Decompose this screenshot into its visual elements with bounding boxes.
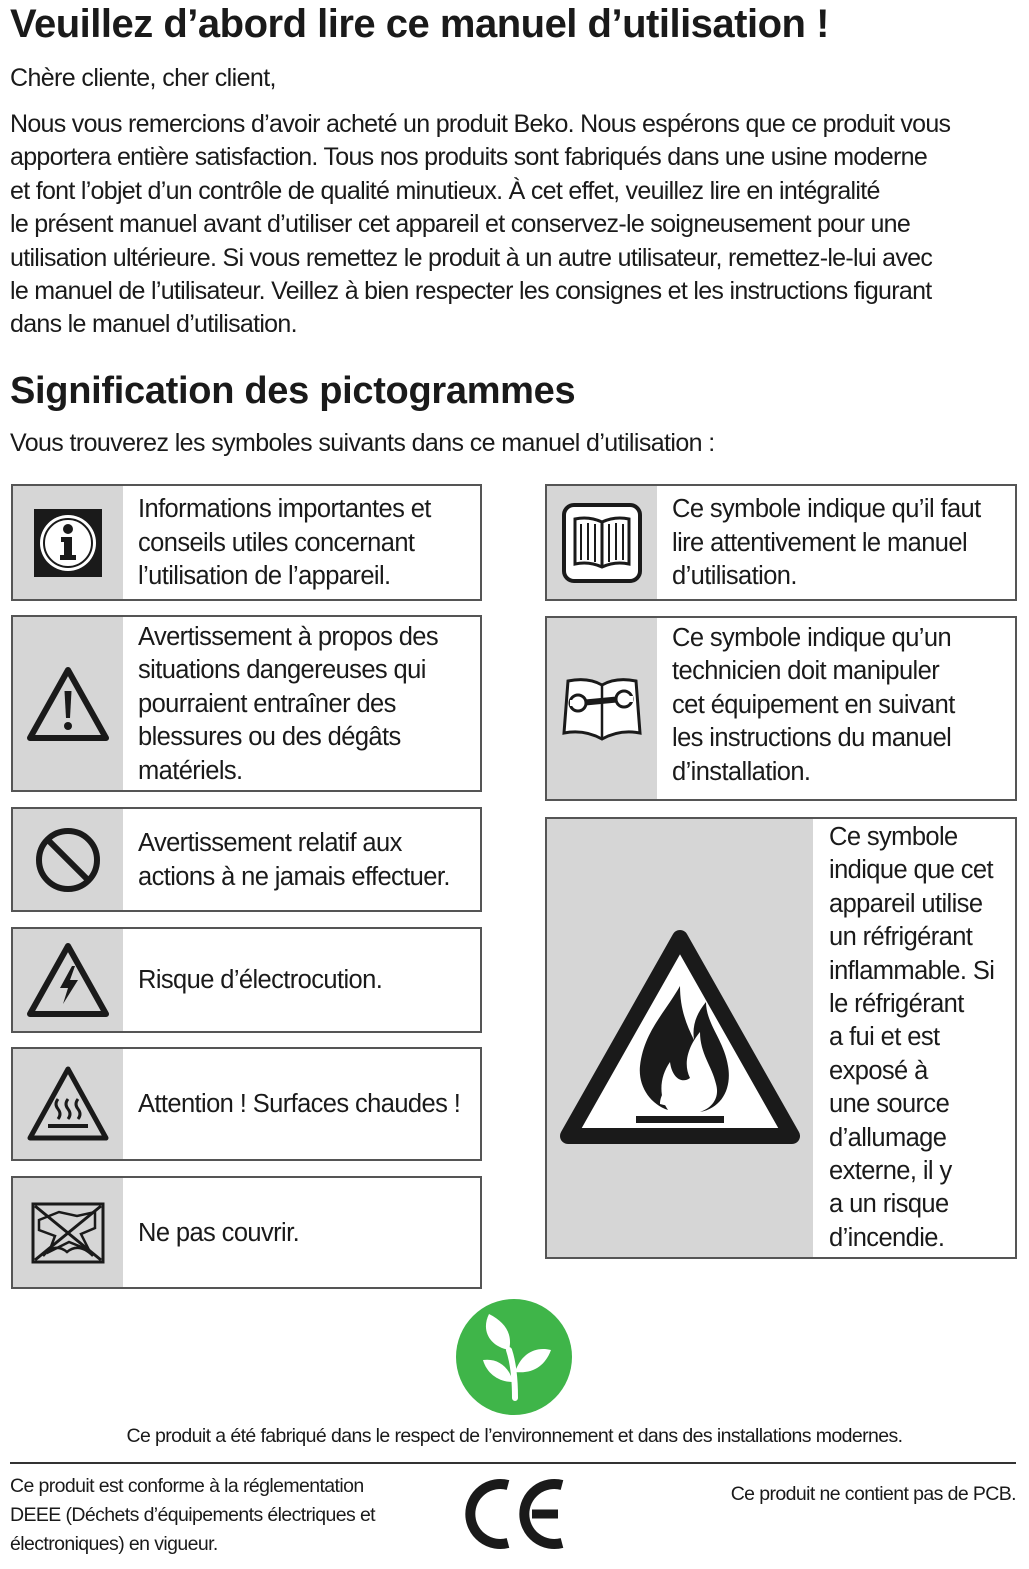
symbol-text: d’allumage [829, 1123, 947, 1152]
symbol-text: d’utilisation. [672, 562, 797, 591]
intro-paragraph [10, 108, 1020, 342]
intro-line: apportera entière satisfaction. Tous nos produits sont fabriqués dans une usine moderne [10, 143, 928, 172]
symbol-box-flammable [545, 817, 1017, 1259]
weee-line: Ce produit est conforme à la réglementation [10, 1475, 364, 1497]
section-title: Signification des pictogrammes [10, 370, 576, 412]
symbol-text: blessures ou des dégâts [138, 723, 401, 752]
intro-line: dans le manuel d’utilisation. [10, 310, 297, 339]
symbol-text: le réfrigérant [829, 990, 964, 1019]
symbol-text: externe, il y [829, 1157, 952, 1186]
manual-title: Veuillez d’abord lire ce manuel d’utilisation ! [10, 2, 829, 46]
symbol-text: les instructions du manuel [672, 724, 952, 753]
intro-line: le manuel de l’utilisateur. Veillez à bien respecter les consignes et les instructions figurant [10, 277, 932, 306]
section-subtitle: Vous trouverez les symboles suivants dans ce manuel d’utilisation : [10, 429, 715, 457]
symbol-text: un réfrigérant [829, 923, 973, 952]
symbol-text: lire attentivement le manuel [672, 528, 968, 557]
symbol-text: Attention ! Surfaces chaudes ! [138, 1090, 461, 1119]
symbol-text: d’installation. [672, 757, 811, 786]
symbol-text: Avertissement relatif aux [138, 829, 402, 858]
prohibition-icon [13, 809, 123, 910]
symbol-text: technicien doit manipuler [672, 657, 940, 686]
weee-line: DEEE (Déchets d’équipements électriques et [10, 1504, 376, 1526]
symbol-box-prohibition [11, 807, 482, 912]
flammable-icon [547, 819, 813, 1257]
symbol-text: Risque d’électrocution. [138, 966, 383, 995]
symbol-text: appareil utilise [829, 889, 983, 918]
intro-line: Nous vous remercions d’avoir acheté un produit Beko. Nous espérons que ce produit vous [10, 110, 951, 138]
symbol-text: d’incendie. [829, 1223, 945, 1252]
weee-line: électroniques) en vigueur. [10, 1533, 218, 1555]
symbol-text: Ce symbole [829, 823, 958, 851]
symbol-text: conseils utiles concernant [138, 528, 415, 557]
symbol-text: Ce symbole indique qu’un [672, 624, 952, 652]
intro-line: le présent manuel avant d’utiliser cet appareil et conservez-le soigneusement pour une [10, 210, 911, 239]
symbol-text: une source [829, 1090, 950, 1119]
symbol-text: inflammable. Si [829, 956, 995, 985]
intro-line: et font l’objet d’un contrôle de qualité minutieux. À cet effet, veuillez lire en intégralité [10, 176, 880, 205]
symbol-text: pourraient entraîner des [138, 689, 396, 718]
intro-line: utilisation ultérieure. Si vous remettez le produit à un autre utilisateur, remettez-le-lui avec [10, 243, 933, 272]
symbol-text: matériels. [138, 756, 243, 785]
symbol-text: situations dangereuses qui [138, 656, 426, 685]
symbol-text: Ce symbole indique qu’il faut [672, 495, 981, 524]
technician-manual-icon [547, 618, 657, 799]
symbol-text: l’utilisation de l’appareil. [138, 562, 391, 591]
symbol-text: actions à ne jamais effectuer. [138, 862, 450, 891]
do-not-cover-icon [13, 1178, 123, 1287]
eco-leaf-icon [455, 1298, 573, 1421]
symbol-text: a fui et est [829, 1023, 940, 1052]
warning-triangle-icon [13, 617, 123, 790]
electric-shock-icon [13, 929, 123, 1031]
hot-surface-icon [13, 1049, 123, 1159]
symbol-box-cover [11, 1176, 482, 1289]
symbol-box-technician [545, 616, 1017, 801]
symbol-box-electric [11, 927, 482, 1033]
symbol-text: Informations importantes et [138, 495, 431, 524]
symbol-text: indique que cet [829, 856, 993, 885]
eco-caption: Ce produit a été fabriqué dans le respect de l’environnement et dans des installations modernes. [126, 1425, 903, 1447]
info-icon [13, 486, 123, 599]
symbol-text: Avertissement à propos des [138, 623, 439, 651]
weee-notice [10, 1472, 375, 1559]
ce-mark-icon [462, 1477, 566, 1556]
symbol-box-hot [11, 1047, 482, 1161]
symbol-text: cet équipement en suivant [672, 690, 955, 719]
symbol-box-info [11, 484, 482, 601]
symbol-text: Ne pas couvrir. [138, 1218, 300, 1247]
pcb-notice: Ce produit ne contient pas de PCB. [730, 1483, 1016, 1505]
greeting: Chère cliente, cher client, [10, 64, 276, 92]
footer-divider [10, 1462, 1016, 1464]
symbol-text: a un risque [829, 1190, 949, 1219]
read-manual-icon [547, 486, 657, 599]
symbol-text: exposé à [829, 1056, 928, 1085]
symbol-box-read-manual [545, 484, 1017, 601]
symbol-box-warning [11, 615, 482, 792]
